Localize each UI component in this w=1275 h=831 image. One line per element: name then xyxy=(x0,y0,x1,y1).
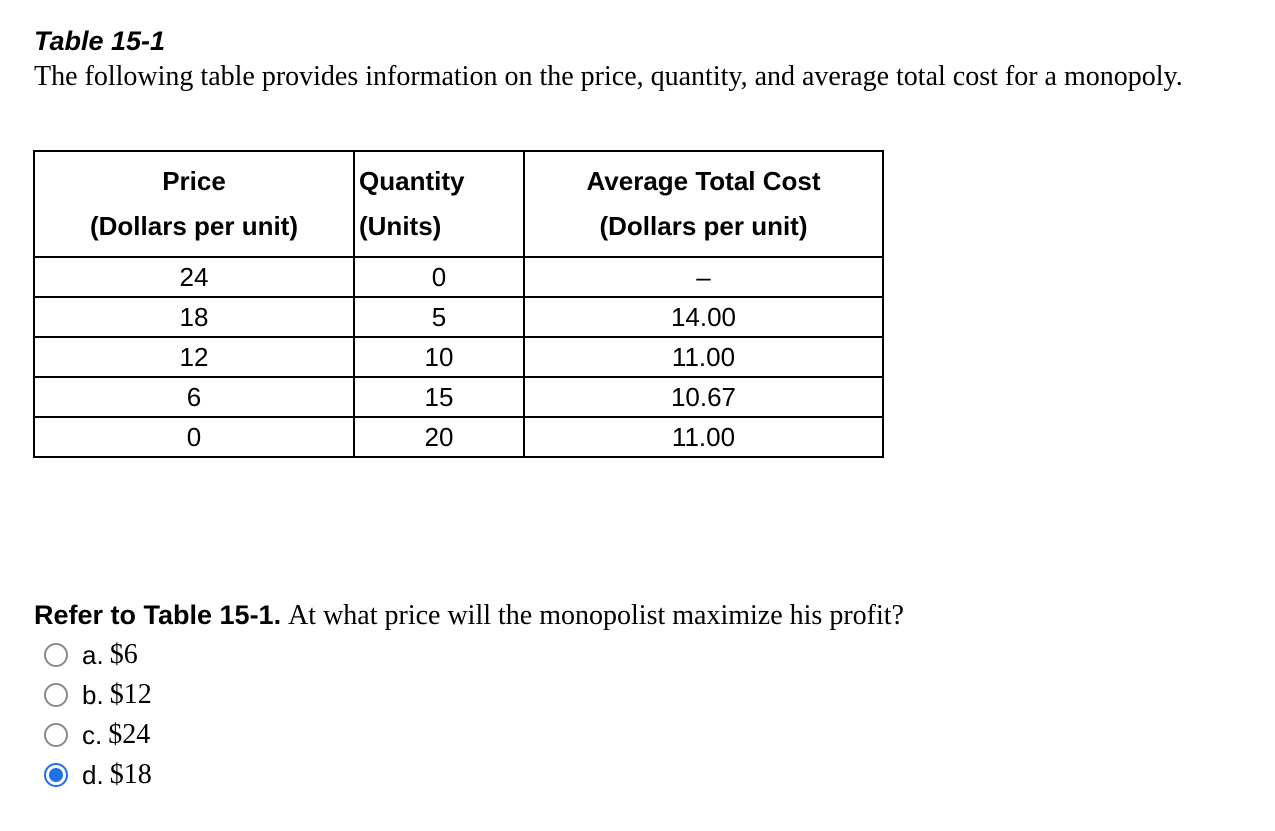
radio-option-d[interactable] xyxy=(44,763,68,787)
table-row xyxy=(34,377,883,417)
question-body: At what price will the monopolist maximize his profit? xyxy=(288,600,904,631)
option-b-value: $12 xyxy=(109,679,152,710)
cell-price: 0 xyxy=(34,417,354,457)
option-a[interactable] xyxy=(44,639,138,671)
cell-price: 18 xyxy=(34,297,354,337)
table-row xyxy=(34,337,883,377)
table-description: The following table provides information on the price, quantity, and average total cost for a monopoly. xyxy=(34,61,1183,92)
cell-quantity: 5 xyxy=(354,297,524,337)
table-row xyxy=(34,417,883,457)
data-table xyxy=(33,150,884,458)
option-a-value: $6 xyxy=(109,639,138,670)
header-price xyxy=(34,151,354,257)
table-row xyxy=(34,297,883,337)
option-d-letter: d. xyxy=(82,759,104,790)
header-atc-unit: (Dollars per unit) xyxy=(599,211,808,241)
cell-atc: 11.00 xyxy=(524,417,883,457)
option-b-letter: b. xyxy=(82,679,104,710)
option-c[interactable] xyxy=(44,719,150,751)
option-c-letter: c. xyxy=(82,719,103,750)
cell-atc: 10.67 xyxy=(524,377,883,417)
cell-quantity: 15 xyxy=(354,377,524,417)
cell-atc: 14.00 xyxy=(524,297,883,337)
header-price-unit: (Dollars per unit) xyxy=(89,211,298,241)
cell-quantity: 20 xyxy=(354,417,524,457)
table-title: Table 15-1 xyxy=(34,26,166,56)
cell-price: 24 xyxy=(34,257,354,297)
question-reference: Refer to Table 15-1. xyxy=(34,600,282,630)
radio-option-b[interactable] xyxy=(44,683,68,707)
option-d[interactable] xyxy=(44,759,152,791)
cell-price: 6 xyxy=(34,377,354,417)
radio-option-c[interactable] xyxy=(44,723,68,747)
header-quantity-title: Quantity xyxy=(359,166,465,196)
question-text xyxy=(34,597,904,634)
cell-quantity: 0 xyxy=(354,257,524,297)
header-atc xyxy=(524,151,883,257)
cell-price: 12 xyxy=(34,337,354,377)
option-b[interactable] xyxy=(44,679,152,711)
option-a-letter: a. xyxy=(82,639,104,670)
header-quantity xyxy=(354,151,524,257)
table-row xyxy=(34,257,883,297)
header-quantity-unit: (Units) xyxy=(359,211,442,241)
header-price-title: Price xyxy=(162,166,226,196)
radio-option-a[interactable] xyxy=(44,643,68,667)
cell-atc: – xyxy=(524,257,883,297)
cell-atc: 11.00 xyxy=(524,337,883,377)
option-c-value: $24 xyxy=(108,719,151,750)
table-header-row xyxy=(34,151,883,257)
cell-quantity: 10 xyxy=(354,337,524,377)
option-d-value: $18 xyxy=(109,759,152,790)
header-atc-title: Average Total Cost xyxy=(586,166,821,196)
